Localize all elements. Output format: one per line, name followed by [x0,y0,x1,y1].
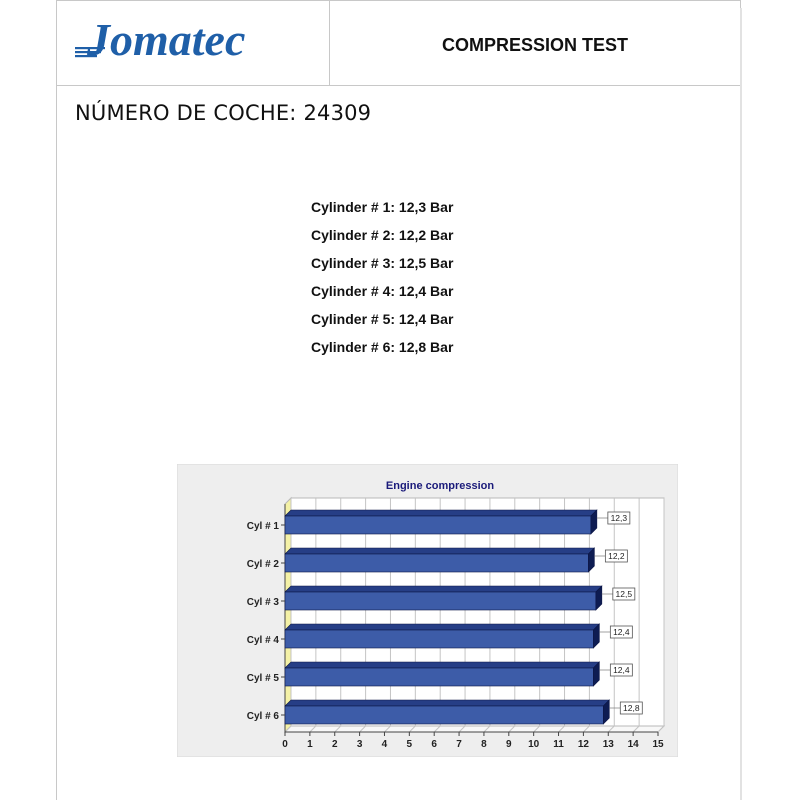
document-page [56,0,741,800]
chart-title: Engine compression [385,480,495,492]
engine-compression-chart [177,464,678,757]
x-tick-label: 15 [652,739,664,750]
bar-top-face [285,624,599,630]
data-label: 12,8 [623,703,640,713]
plot-floor [285,726,664,732]
y-tick-label: Cyl # 1 [246,521,279,532]
logo-text: Jomatec [87,14,246,65]
y-tick-label: Cyl # 6 [246,711,279,722]
document-header [57,0,740,86]
page-edge-shadow [740,8,742,800]
data-label: 12,2 [608,551,625,561]
cylinder-reading: Cylinder # 5: 12,4 Bar [311,311,454,327]
bar-top-face [285,548,594,554]
data-label: 12,5 [615,589,633,599]
x-tick-label: 7 [456,739,462,750]
bar [285,630,593,648]
bar [285,516,591,534]
x-tick-label: 11 [553,739,564,750]
bar-top-face [285,586,602,592]
bar-top-face [285,662,599,668]
y-tick-label: Cyl # 3 [246,597,279,608]
bar [285,554,588,572]
x-tick-label: 10 [528,739,540,750]
cylinder-reading: Cylinder # 3: 12,5 Bar [311,255,454,271]
y-tick-label: Cyl # 2 [246,559,279,570]
x-tick-label: 8 [481,739,487,750]
chart-svg [177,464,678,757]
x-tick-label: 5 [406,739,413,750]
bar [285,668,593,686]
x-tick-label: 3 [356,739,363,750]
cylinder-reading: Cylinder # 6: 12,8 Bar [311,339,454,355]
x-tick-label: 9 [506,739,512,750]
bar-top-face [285,700,609,706]
x-tick-label: 14 [627,739,639,750]
y-tick-label: Cyl # 4 [246,635,279,646]
data-label: 12,3 [610,513,628,523]
data-label: 12,4 [613,627,630,637]
jomatec-logo [73,13,323,65]
cylinder-reading: Cylinder # 1: 12,3 Bar [311,199,454,215]
x-tick-label: 2 [331,739,338,750]
x-tick-label: 1 [307,739,313,750]
document-title: COMPRESSION TEST [441,35,629,55]
cylinder-reading: Cylinder # 4: 12,4 Bar [311,283,454,299]
data-label: 12,4 [613,665,630,675]
x-tick-label: 0 [282,739,288,750]
bar [285,706,603,724]
x-tick-label: 6 [431,739,437,750]
logo-graphic [73,13,323,65]
bar-top-face [285,510,597,516]
cylinder-readings [311,199,453,367]
bar [285,592,596,610]
x-tick-label: 12 [577,739,589,750]
x-tick-label: 4 [381,739,388,750]
x-tick-label: 13 [602,739,614,750]
car-number: NÚMERO DE COCHE: 24309 [75,101,372,125]
cylinder-reading: Cylinder # 2: 12,2 Bar [311,227,454,243]
y-tick-label: Cyl # 5 [246,673,279,684]
